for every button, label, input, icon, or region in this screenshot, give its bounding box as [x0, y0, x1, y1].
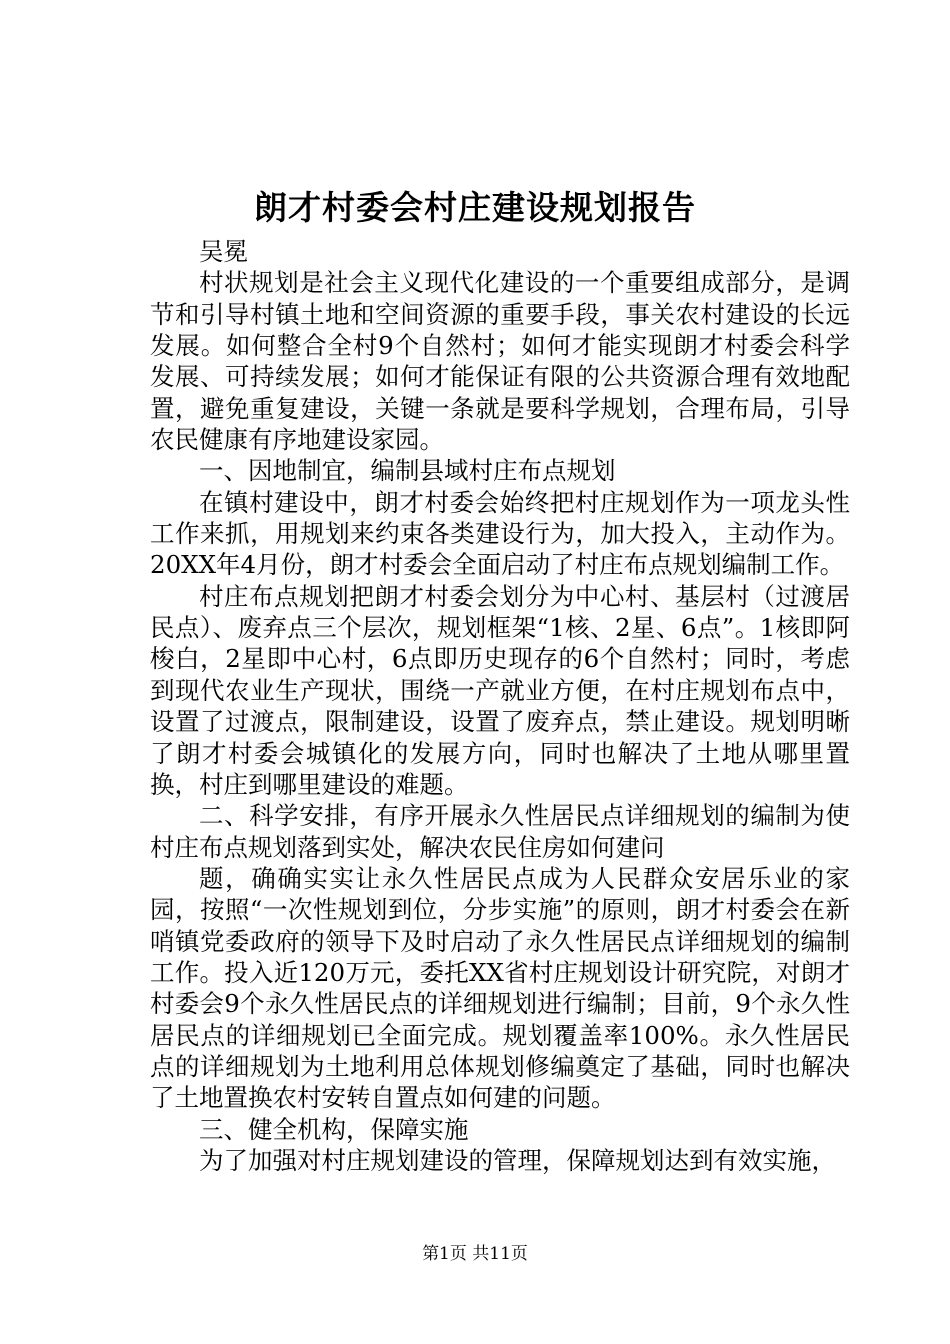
paragraph-section-3: 为了加强对村庄规划建设的管理，保障规划达到有效实施，	[199, 1145, 836, 1175]
document-body	[150, 236, 850, 1176]
paragraph-section-1a: 在镇村建设中，朗才村委会始终把村庄规划作为一项龙头性工作来抓，用规划来约束各类建设行为，加大投入，主动作为。20XX年4月份，朗才村委会全面启动了村庄布点规划编制工作。	[150, 487, 850, 580]
page-title: 朗才村委会村庄建设规划报告	[254, 188, 696, 227]
section-heading-2: 二、科学安排，有序开展永久性居民点详细规划的编制为使村庄布点规划落到实处，解决农民住房如何建问	[150, 801, 850, 862]
section-heading-3: 三、健全机构，保障实施	[199, 1114, 469, 1144]
author-line: 吴冕	[199, 237, 248, 266]
paragraph-intro: 村状规划是社会主义现代化建设的一个重要组成部分，是调节和引导村镇土地和空间资源的重要手段，事关农村建设的长远发展。如何整合全村9个自然村；如何才能实现朗才村委会科学发展、可持续发展；如何才能保证有限的公共资源合理有效地配置，避免重复建设，关键一条就是要科学规划，合理布局，引导农民健康有序地建设家园。	[150, 268, 850, 455]
paragraph-section-2: 题，确确实实让永久性居民点成为人民群众安居乐业的家园，按照“一次性规划到位，分步实施”的原则，朗才村委会在新哨镇党委政府的领导下及时启动了永久性居民点详细规划的编制工作。投入近120万元，委托XX省村庄规划设计研究院，对朗才村委会9个永久性居民点的详细规划进行编制；目前，9个永久性居民点的详细规划已全面完成。规划覆盖率100%。永久性居民点的详细规划为土地利用总体规划修编奠定了基础，同时也解决了土地置换农村安转自置点如何建的问题。	[150, 863, 850, 1113]
paragraph-section-1b: 村庄布点规划把朗才村委会划分为中心村、基层村（过渡居民点）、废弃点三个层次，规划框架“1核、2星、6点”。1核即阿梭白，2星即中心村，6点即历史现存的6个自然村；同时，考虑到现代农业生产现状，围绕一产就业方便，在村庄规划布点中，设置了过渡点，限制建设，设置了废弃点，禁止建设。规划明晰了朗才村委会城镇化的发展方向，同时也解决了土地从哪里置换，村庄到哪里建设的难题。	[150, 581, 850, 799]
page-footer: 第1页 共11页	[422, 1244, 528, 1264]
section-heading-1: 一、因地制宜，编制县域村庄布点规划	[199, 456, 616, 486]
